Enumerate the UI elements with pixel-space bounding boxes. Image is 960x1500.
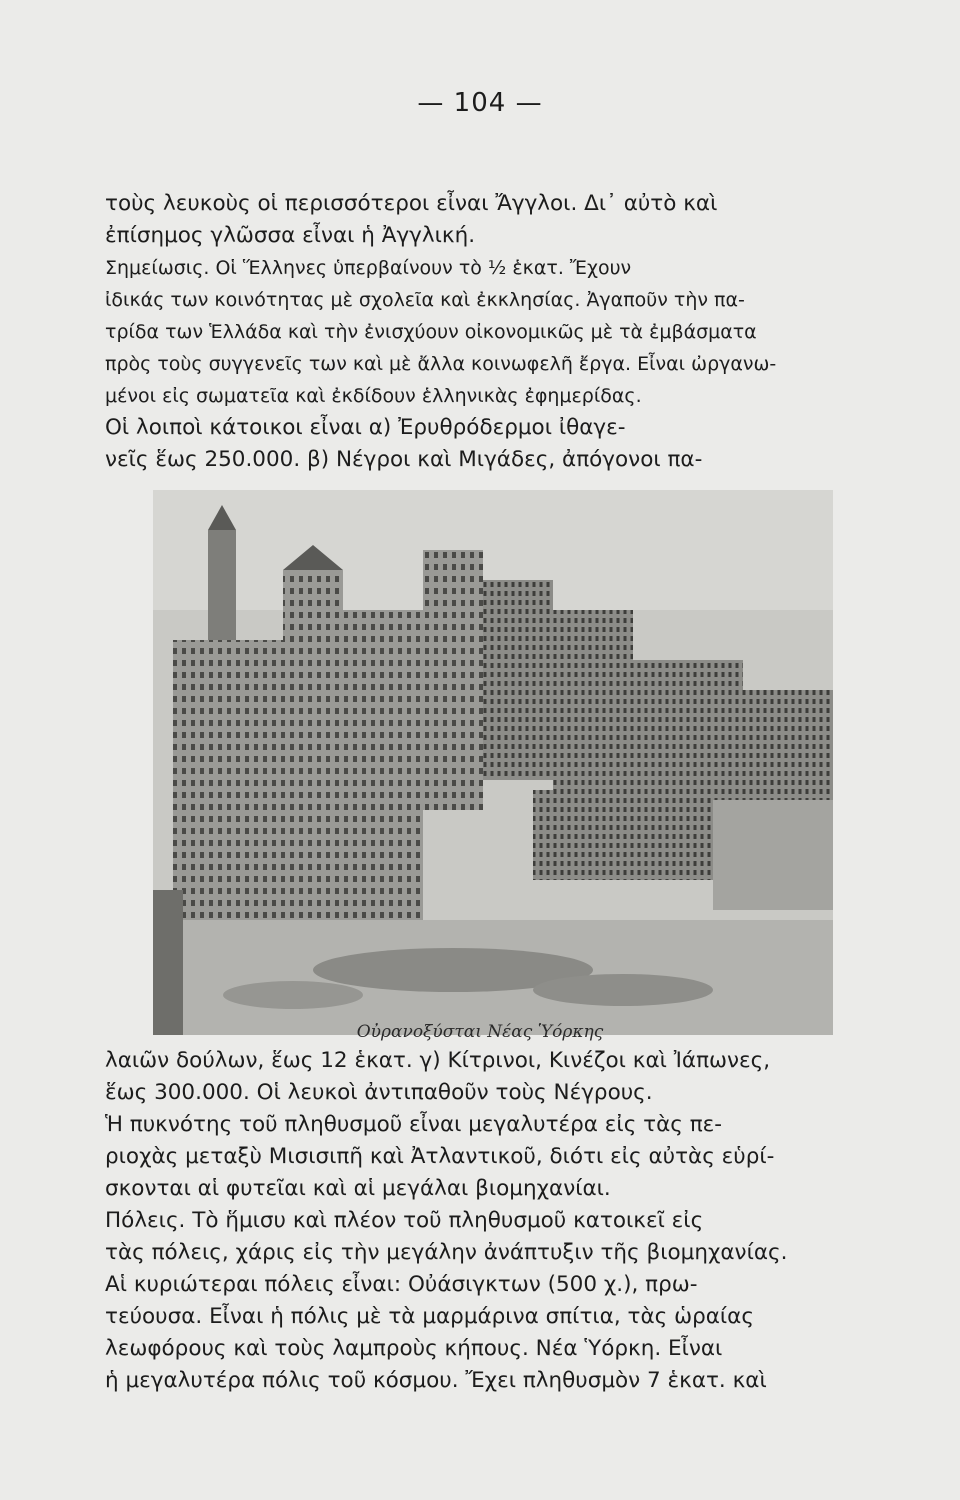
text-line: ἡ μεγαλυτέρα πόλις τοῦ κόσμου. Ἔχει πληθυσμὸν 7 ἑκατ. καὶ xyxy=(105,1368,767,1393)
text-line: τεύουσα. Εἶναι ἡ πόλις μὲ τὰ μαρμάρινα σπίτια, τὰς ὡραίας xyxy=(105,1304,754,1329)
text-line: τὰς πόλεις, χάρις εἰς τὴν μεγάλην ἀνάπτυξιν τῆς βιομηχανίας. xyxy=(105,1240,788,1265)
text-line: Πόλεις. Τὸ ἥμισυ καὶ πλέον τοῦ πληθυσμοῦ κατοικεῖ εἰς xyxy=(105,1208,704,1233)
text-line: πρὸς τοὺς συγγενεῖς των καὶ μὲ ἄλλα κοινωφελῆ ἔργα. Εἶναι ὠργανω- xyxy=(105,353,777,375)
text-line: τρίδα των Ἑλλάδα καὶ τὴν ἐνισχύουν οἰκονομικῶς μὲ τὰ ἐμβάσματα xyxy=(105,321,757,343)
skyscrapers-illustration xyxy=(153,490,833,1035)
text-line: σκονται αἱ φυτεῖαι καὶ αἱ μεγάλαι βιομηχανίαι. xyxy=(105,1176,611,1201)
page-number: — 104 — xyxy=(417,88,543,118)
text-line: ριοχὰς μεταξὺ Μισισιπῆ καὶ Ἀτλαντικοῦ, διότι εἰς αὐτὰς εὑρί- xyxy=(105,1144,775,1169)
skyscrapers-photo xyxy=(153,490,833,1035)
paragraph-bottom xyxy=(105,1045,865,1397)
text-line: Οἱ λοιποὶ κάτοικοι εἶναι α) Ἐρυθρόδερμοι ἰθαγε- xyxy=(105,415,626,440)
text-line: ἕως 300.000. Οἱ λευκοὶ ἀντιπαθοῦν τοὺς Νέγρους. xyxy=(105,1080,653,1105)
text-line: ἐπίσημος γλῶσσα εἶναι ἡ Ἀγγλική. xyxy=(105,223,476,248)
text-line: Ἡ πυκνότης τοῦ πληθυσμοῦ εἶναι μεγαλυτέρα εἰς τὰς πε- xyxy=(105,1112,723,1137)
paragraph-top xyxy=(105,188,865,476)
figure-caption: Οὐρανοξύσται Νέας Ὑόρκης xyxy=(356,1022,604,1042)
text-line: Σημείωσις. Οἱ Ἕλληνες ὑπερβαίνουν τὸ ½ ἑκατ. Ἔχουν xyxy=(105,257,632,279)
text-line: τοὺς λευκοὺς οἱ περισσότεροι εἶναι Ἄγγλοι. Δι᾽ αὐτὸ καὶ xyxy=(105,191,718,216)
text-line: λεωφόρους καὶ τοὺς λαμπροὺς κήπους. Νέα Ὑόρκη. Εἶναι xyxy=(105,1336,723,1361)
text-line: ἰδικάς των κοινότητας μὲ σχολεῖα καὶ ἐκκλησίας. Ἀγαποῦν τὴν πα- xyxy=(105,289,745,311)
text-line: Αἱ κυριώτεραι πόλεις εἶναι: Οὐάσιγκτων (500 χ.), πρω- xyxy=(105,1272,698,1297)
text-line: λαιῶν δούλων, ἕως 12 ἑκατ. γ) Κίτρινοι, Κινέζοι καὶ Ἰάπωνες, xyxy=(105,1048,771,1073)
text-line: νεῖς ἕως 250.000. β) Νέγροι καὶ Μιγάδες, ἀπόγονοι πα- xyxy=(105,447,703,472)
text-line: μένοι εἰς σωματεῖα καὶ ἐκδίδουν ἑλληνικὰς ἐφημερίδας. xyxy=(105,385,642,407)
